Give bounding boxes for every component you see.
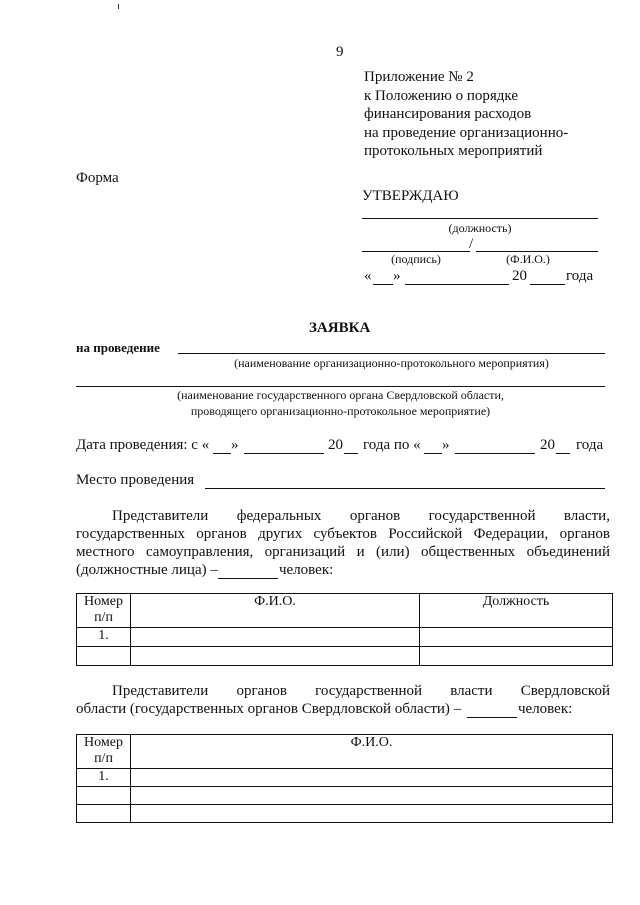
table-row[interactable]: [77, 769, 613, 787]
dates-end: года: [576, 437, 604, 453]
col-position-header: [420, 594, 613, 628]
place-line[interactable]: [205, 488, 605, 489]
table-row[interactable]: [77, 805, 613, 823]
fio-cell[interactable]: [131, 805, 613, 823]
word: власти,: [563, 508, 610, 524]
dates-year-2: 20: [540, 437, 555, 453]
table-row[interactable]: [77, 628, 613, 647]
form-label: Форма: [76, 170, 119, 186]
day-line[interactable]: [373, 284, 393, 285]
organ-caption-1: (наименование государственного органа Свердловской области,: [177, 388, 504, 402]
word: власти: [450, 683, 493, 699]
year-line[interactable]: [530, 284, 565, 285]
participants-table-2: [76, 734, 613, 823]
word: органов: [236, 683, 287, 699]
section1-line4-prefix: (должностные лица) –: [76, 562, 218, 578]
position-caption: (должность): [448, 221, 512, 235]
word: государственной: [428, 508, 536, 524]
col-fio-label: Ф.И.О.: [254, 594, 296, 609]
start-month-line[interactable]: [244, 453, 324, 454]
event-caption: (наименование организационно-протокольного мероприятия): [234, 356, 549, 370]
section2-count-line[interactable]: [467, 717, 517, 718]
table-header-row: [77, 735, 613, 769]
col-fio-header: [131, 594, 420, 628]
start-day-line[interactable]: [213, 453, 231, 454]
appendix-line: к Положению о порядке: [364, 87, 518, 104]
page-title: ЗАЯВКА: [309, 320, 371, 336]
word: Представители: [112, 508, 209, 524]
col-number-line2: п/п: [94, 610, 113, 625]
signature-caption: (подпись): [391, 252, 441, 266]
organ-caption-2: проводящего организационно-протокольное мероприятие): [190, 404, 491, 418]
row-number: [77, 647, 131, 666]
section1-count-line[interactable]: [218, 578, 278, 579]
position-line[interactable]: [362, 218, 598, 219]
col-number-header: [77, 594, 131, 628]
month-line[interactable]: [405, 284, 509, 285]
slash: /: [469, 236, 474, 252]
dates-year-1: 20: [328, 437, 343, 453]
section1-line3: местного самоуправления, организаций и (или) общественных объединений: [76, 544, 610, 560]
appendix-block: [364, 68, 568, 161]
scan-mark: [118, 4, 119, 9]
word: Свердловской: [520, 683, 610, 699]
row-number: [77, 787, 131, 805]
fio-cell[interactable]: [131, 787, 613, 805]
appendix-line: на проведение организационно-: [364, 124, 569, 141]
col-fio-header: [131, 735, 613, 769]
col-fio-label: Ф.И.О.: [350, 735, 393, 750]
position-cell[interactable]: [420, 628, 613, 647]
word: федеральных: [236, 508, 322, 524]
dates-mid: года по «: [363, 437, 421, 453]
end-month-line[interactable]: [455, 453, 535, 454]
dates-close-1: »: [231, 437, 239, 453]
col-number-line1: Номер: [84, 735, 123, 750]
date-close-quote: »: [393, 268, 401, 284]
section2-line2-suffix: человек:: [518, 701, 573, 717]
table-row[interactable]: [77, 647, 613, 666]
row-number: 1.: [77, 769, 131, 787]
table-row[interactable]: [77, 787, 613, 805]
section1-line4-suffix: человек:: [279, 562, 334, 578]
section1-line1: [112, 508, 610, 525]
word: Представители: [112, 683, 209, 699]
page-number: 9: [336, 44, 344, 60]
year-prefix: 20: [512, 268, 527, 284]
col-number-line1: Номер: [84, 594, 123, 609]
end-year-line[interactable]: [556, 453, 570, 454]
position-cell[interactable]: [420, 647, 613, 666]
approve-title: УТВЕРЖДАЮ: [362, 188, 459, 204]
fio-cell[interactable]: [131, 769, 613, 787]
col-position-label: Должность: [482, 594, 550, 609]
section2-line2-prefix: области (государственных органов Свердловской области) –: [76, 701, 462, 717]
section1-line2: государственных органов других субъектов Российской Федерации, органов: [76, 526, 610, 542]
dates-label: Дата проведения: с «: [76, 437, 210, 453]
col-number-line2: п/п: [94, 751, 113, 766]
date-open-quote: «: [364, 268, 372, 284]
appendix-line: Приложение № 2: [364, 69, 474, 85]
dates-close-2: »: [442, 437, 450, 453]
year-suffix: года: [566, 268, 594, 284]
appendix-line: финансирования расходов: [364, 106, 532, 122]
word: органов: [349, 508, 401, 524]
fio-cell[interactable]: [131, 647, 420, 666]
row-number: [77, 805, 131, 823]
appendix-line: протокольных мероприятий: [364, 143, 543, 159]
participants-table-1: [76, 593, 613, 666]
word: государственной: [315, 683, 423, 699]
table-header-row: [77, 594, 613, 628]
event-name-line[interactable]: [178, 353, 605, 354]
section2-line1: [112, 683, 610, 700]
place-label: Место проведения: [76, 472, 195, 488]
fio-caption: (Ф.И.О.): [506, 252, 550, 266]
fio-cell[interactable]: [131, 628, 420, 647]
end-day-line[interactable]: [424, 453, 442, 454]
col-number-header: [77, 735, 131, 769]
event-label: на проведение: [76, 340, 160, 355]
row-number: 1.: [77, 628, 131, 647]
organ-name-line[interactable]: [76, 386, 605, 387]
start-year-line[interactable]: [344, 453, 358, 454]
